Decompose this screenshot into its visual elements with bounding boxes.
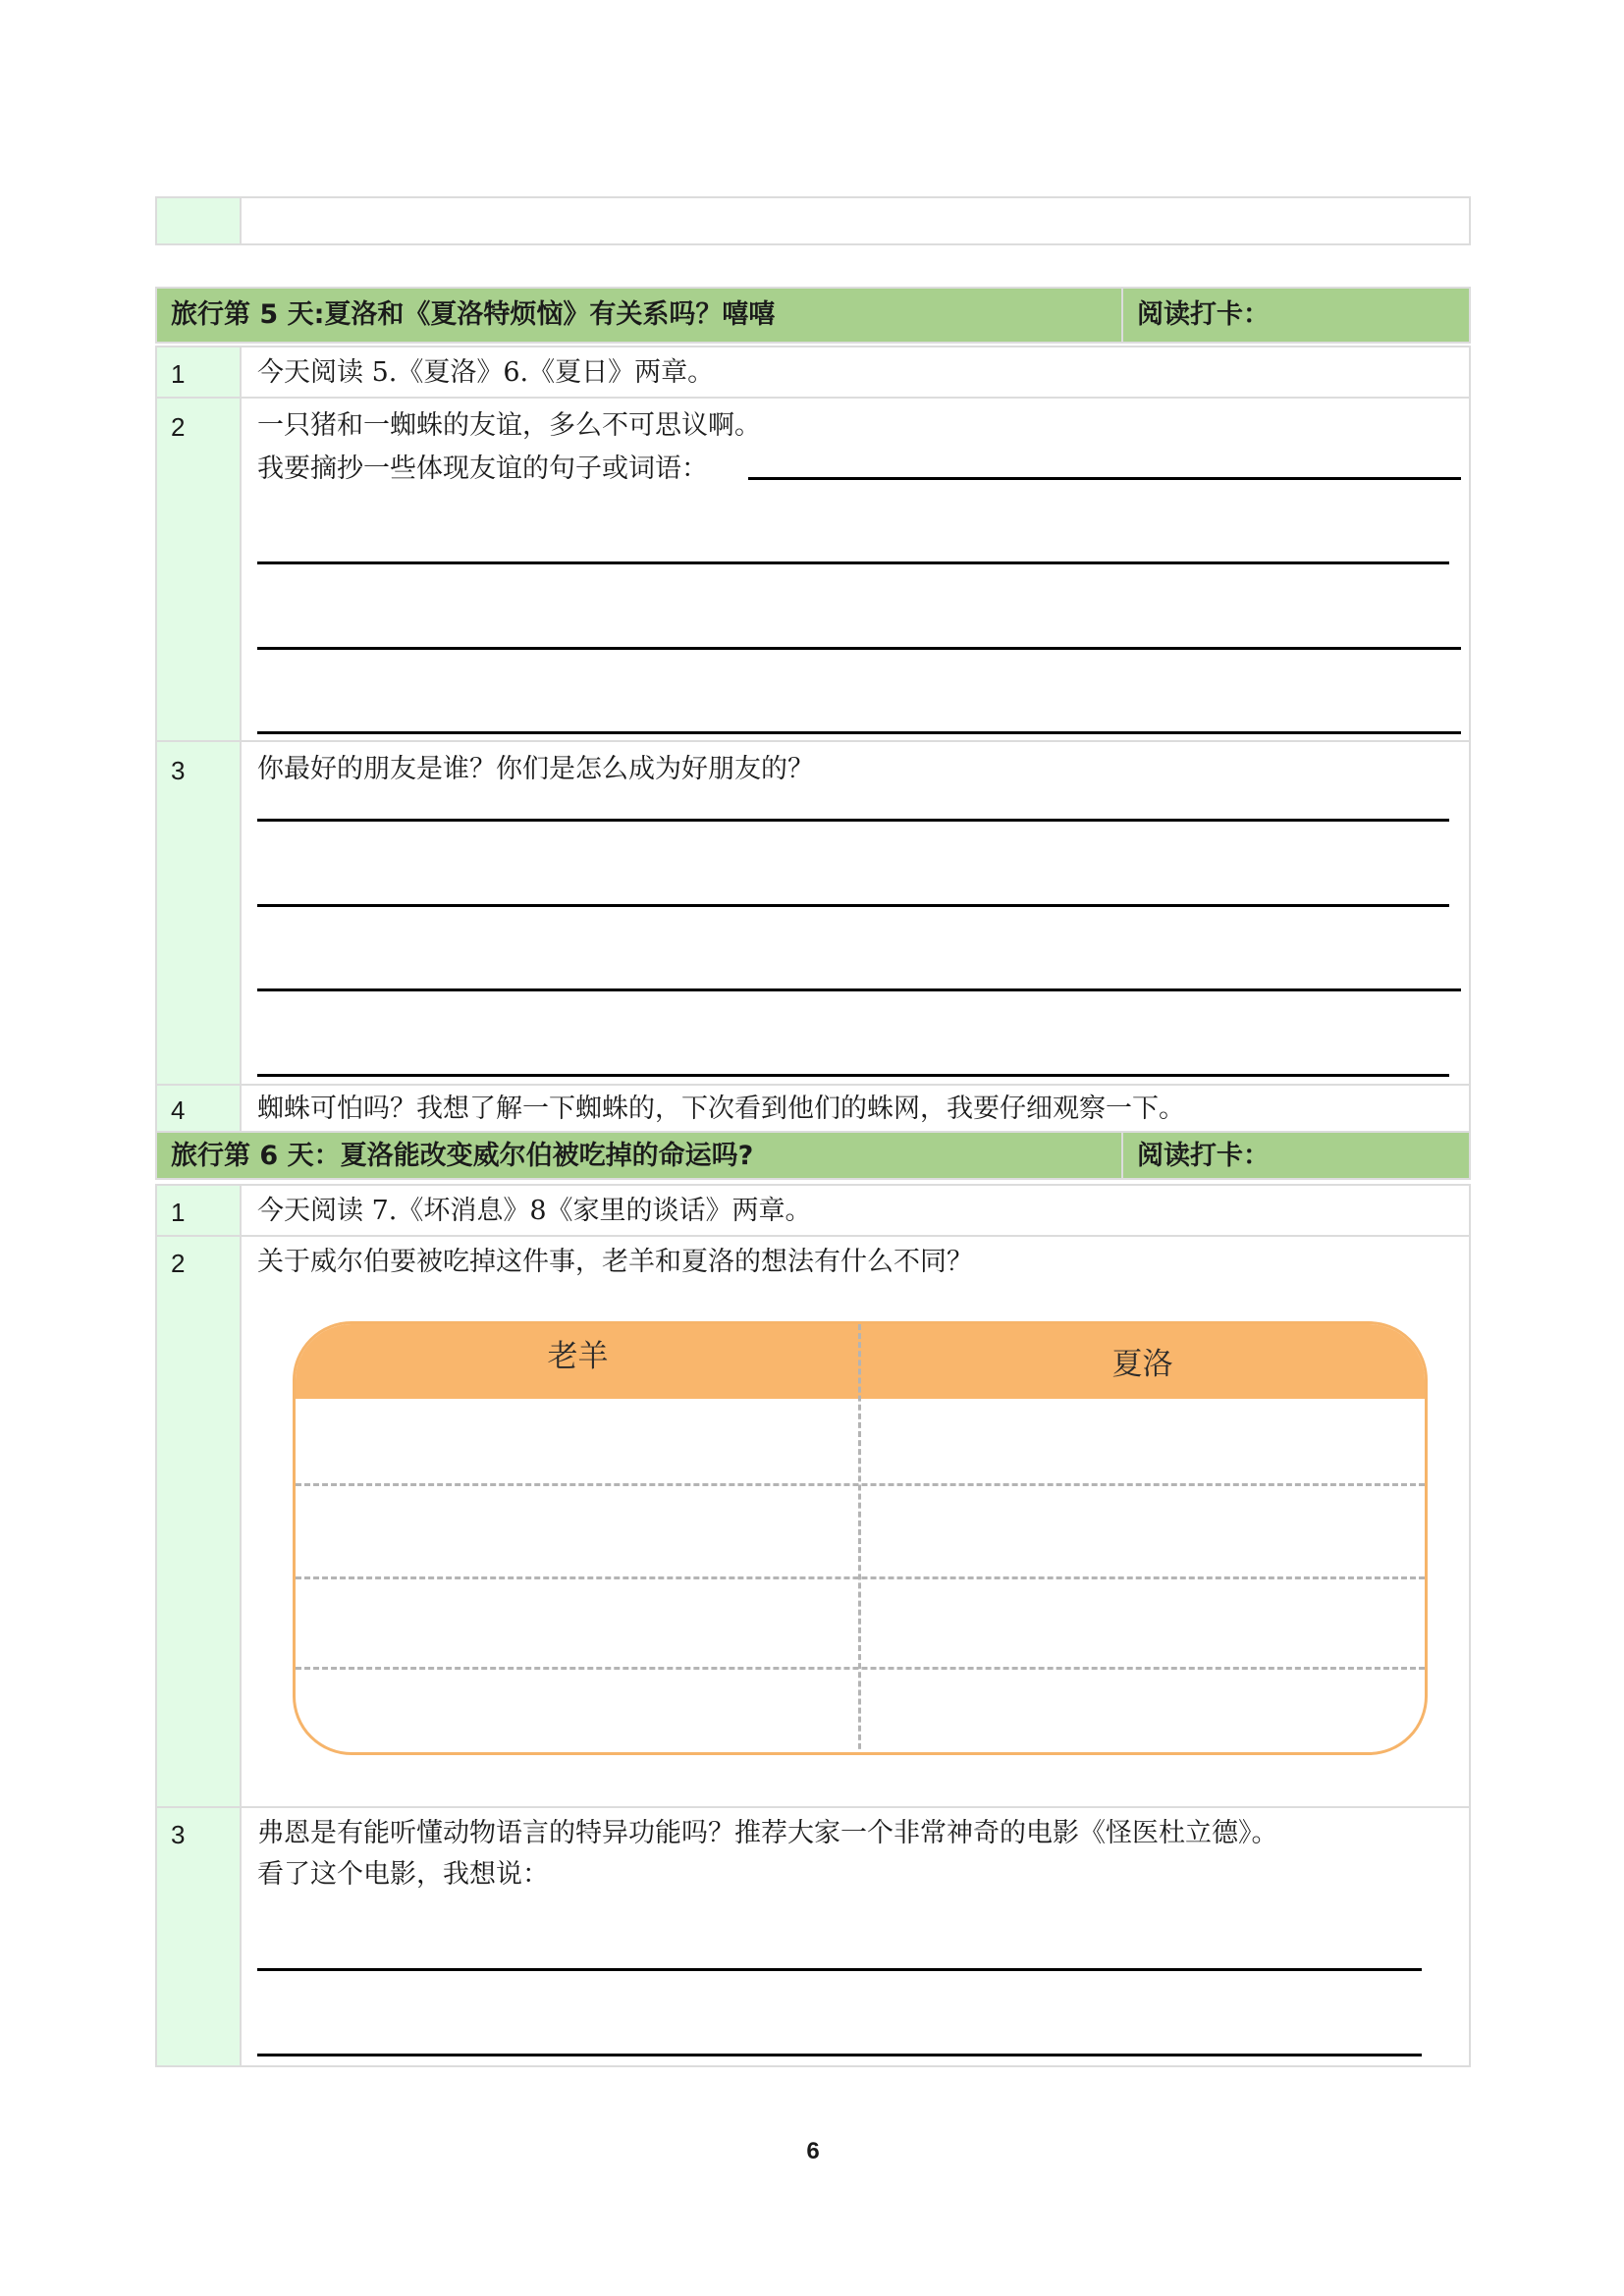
day6-header <box>155 1131 1123 1180</box>
day6-row2-text: 关于威尔伯要被吃掉这件事，老羊和夏洛的想法有什么不同？ <box>257 1247 973 1277</box>
day6-row3-line1: 弗恩是有能听懂动物语言的特异功能吗？推荐大家一个非常神奇的电影《怪医杜立德》。 <box>257 1818 1278 1848</box>
day5-row1-text: 今天阅读 5.《夏洛》6.《夏日》两章。 <box>257 357 715 388</box>
row-number: 4 <box>171 1095 186 1125</box>
answer-line[interactable] <box>257 1968 1422 1971</box>
compare-right-answer-area[interactable] <box>863 1399 1428 1755</box>
row-number: 2 <box>171 1249 186 1278</box>
day5-row1-content <box>240 346 1471 399</box>
row-number: 3 <box>171 756 186 785</box>
compare-header-right: 夏洛 <box>1111 1347 1173 1382</box>
day6-row3-line2: 看了这个电影，我想说： <box>257 1859 549 1890</box>
compare-left-answer-area[interactable] <box>296 1399 857 1755</box>
day6-row1-text: 今天阅读 7.《坏消息》8《家里的谈话》两章。 <box>257 1196 812 1226</box>
day5-row3-number-cell <box>155 740 242 1086</box>
day6-checkin-label: 阅读打卡： <box>1137 1141 1270 1171</box>
day5-row2-line1: 一只猪和一蜘蛛的友谊，多么不可思议啊。 <box>257 410 761 441</box>
day6-row1-content <box>240 1184 1471 1237</box>
answer-line[interactable] <box>257 2054 1422 2056</box>
answer-line[interactable] <box>257 819 1449 822</box>
answer-line[interactable] <box>257 904 1449 907</box>
day5-row4-content <box>240 1084 1471 1133</box>
row-number: 1 <box>171 359 186 389</box>
page-number: 6 <box>806 2138 820 2164</box>
day6-checkin-cell[interactable] <box>1121 1131 1471 1180</box>
row-number: 2 <box>171 412 186 442</box>
day5-row2-line2: 我要摘抄一些体现友谊的句子或词语： <box>257 454 708 484</box>
day6-row3-content <box>240 1806 1471 2067</box>
prev-table-number-cell <box>155 196 242 245</box>
day5-checkin-label: 阅读打卡： <box>1137 299 1270 330</box>
compare-column-divider <box>858 1324 861 1755</box>
day6-row1-number-cell <box>155 1184 242 1237</box>
day5-header <box>155 287 1123 344</box>
compare-header-left: 老羊 <box>547 1339 609 1374</box>
day5-row3-content <box>240 740 1471 1086</box>
day5-row3-text: 你最好的朋友是谁？你们是怎么成为好朋友的？ <box>257 754 814 784</box>
row-number: 1 <box>171 1198 186 1227</box>
answer-line[interactable] <box>257 988 1461 991</box>
prev-table-content-cell[interactable] <box>240 196 1471 245</box>
day6-row3-number-cell <box>155 1806 242 2067</box>
day5-title: 旅行第 5 天:夏洛和《夏洛特烦恼》有关系吗？嘻嘻 <box>171 299 776 330</box>
day5-row2-content <box>240 397 1471 742</box>
row-number: 3 <box>171 1820 186 1849</box>
answer-line[interactable] <box>748 477 1461 480</box>
answer-line[interactable] <box>257 1074 1449 1077</box>
day5-row4-text: 蜘蛛可怕吗？我想了解一下蜘蛛的，下次看到他们的蛛网，我要仔细观察一下。 <box>257 1094 1185 1124</box>
day6-row2-number-cell <box>155 1235 242 1808</box>
answer-line[interactable] <box>257 731 1461 734</box>
day6-title: 旅行第 6 天：夏洛能改变威尔伯被吃掉的命运吗? <box>171 1141 754 1171</box>
answer-line[interactable] <box>257 647 1461 650</box>
compare-table <box>293 1321 1428 1755</box>
answer-line[interactable] <box>257 561 1449 564</box>
day5-row4-number-cell <box>155 1084 242 1133</box>
day5-checkin-cell[interactable] <box>1121 287 1471 344</box>
day5-row2-number-cell <box>155 397 242 742</box>
day5-row1-number-cell <box>155 346 242 399</box>
